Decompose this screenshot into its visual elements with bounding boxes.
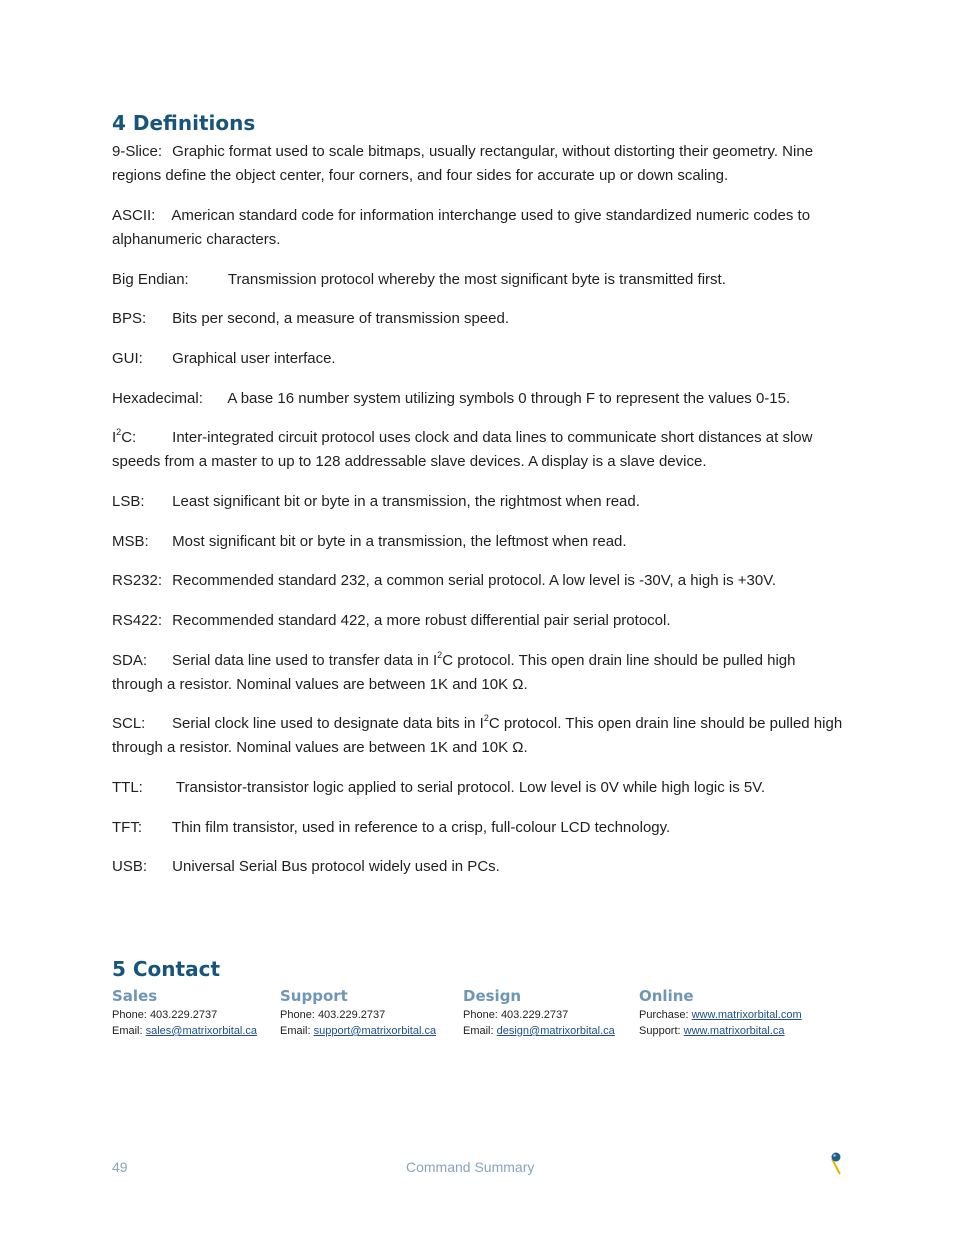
definition-text: Inter-integrated circuit protocol uses clock and data lines to communicate short distances at slow speeds from a master to up to 128 addressable slave devices. A display is a slave device. <box>112 429 813 470</box>
definition-text: Most significant bit or byte in a transmission, the leftmost when read. <box>172 533 627 550</box>
definition-lsb <box>112 490 847 514</box>
definition-text-part: C protocol. This open drain line should be pulled high through a resistor. Nominal values are between 1K and 10K Ω. <box>112 715 843 756</box>
purchase-label: Purchase: <box>639 1009 689 1021</box>
definition-term <box>112 426 168 450</box>
definition-usb <box>112 855 847 879</box>
definition-ttl <box>112 776 847 800</box>
definition-tft <box>112 816 847 840</box>
definition-text <box>112 715 842 756</box>
definition-text: Bits per second, a measure of transmission speed. <box>172 310 510 327</box>
definition-term: Big Endian: <box>112 271 189 288</box>
purchase-link[interactable]: www.matrixorbital.com <box>691 1009 802 1021</box>
support-label: Support: <box>639 1025 681 1037</box>
definition-text: Thin film transistor, used in reference to a crisp, full-colour LCD technology. <box>171 819 671 836</box>
definition-term: SCL: <box>112 715 146 732</box>
contact-design <box>463 985 615 1039</box>
contact-sales <box>112 985 257 1039</box>
definition-term: BPS: <box>112 310 147 327</box>
definition-hexadecimal <box>112 387 847 411</box>
definitions-heading: 4 Definitions <box>112 111 256 135</box>
contact-support <box>280 985 436 1039</box>
term-prefix: I <box>112 429 117 446</box>
definition-text: American standard code for information interchange used to give standardized numeric codes to alphanumeric characters. <box>112 207 811 248</box>
contact-sales-phone <box>112 1007 257 1023</box>
email-label: Email: <box>280 1025 311 1037</box>
definition-text-part: Serial clock line used to designate data bits in I <box>172 715 484 732</box>
phone-label: Phone: <box>280 1009 315 1021</box>
contact-online-support <box>639 1023 802 1039</box>
definition-text: Recommended standard 232, a common serial protocol. A low level is -30V, a high is +30V. <box>172 572 776 589</box>
contact-online <box>639 985 802 1039</box>
contact-online-purchase <box>639 1007 802 1023</box>
definition-text: Least significant bit or byte in a transmission, the rightmost when read. <box>172 493 640 510</box>
phone-value: 403.229.2737 <box>500 1009 569 1021</box>
definition-text: Graphic format used to scale bitmaps, usually rectangular, without distorting their geometry. Nine regions define the object center, four corners, and four sides for accurate up or down scaling. <box>112 143 814 184</box>
contact-support-phone <box>280 1007 436 1023</box>
definition-text: A base 16 number system utilizing symbols 0 through F to represent the values 0-15. <box>227 390 791 407</box>
definition-text: Transistor-transistor logic applied to serial protocol. Low level is 0V while high logic is 5V. <box>175 779 766 796</box>
definition-text: Universal Serial Bus protocol widely used in PCs. <box>172 858 500 875</box>
contact-online-title: Online <box>639 987 694 1005</box>
term-suffix: C: <box>121 429 137 446</box>
definition-term: TTL: <box>112 779 143 796</box>
matrix-orbital-logo-icon <box>827 1150 845 1176</box>
definition-big-endian <box>112 268 847 292</box>
contact-sales-email <box>112 1023 257 1039</box>
definition-superscript: 2 <box>483 713 489 723</box>
definition-gui <box>112 347 847 371</box>
definition-term: SDA: <box>112 652 148 669</box>
definition-text: Transmission protocol whereby the most significant byte is transmitted first. <box>227 271 726 288</box>
definition-term: Hexadecimal: <box>112 390 203 407</box>
phone-label: Phone: <box>463 1009 498 1021</box>
page-number: 49 <box>112 1159 128 1175</box>
contact-sales-title: Sales <box>112 987 158 1005</box>
definition-msb <box>112 530 847 554</box>
contact-support-title: Support <box>280 987 348 1005</box>
definition-text-part: C protocol. This open drain line should be pulled high through a resistor. Nominal values are between 1K and 10K Ω. <box>112 652 796 693</box>
contact-design-email <box>463 1023 615 1039</box>
definition-text-part: Serial data line used to transfer data in I <box>172 652 438 669</box>
definition-sda <box>112 649 847 697</box>
definition-scl <box>112 712 847 760</box>
definition-term: RS232: <box>112 572 163 589</box>
contact-design-phone <box>463 1007 615 1023</box>
definition-term: GUI: <box>112 350 143 367</box>
definition-rs232 <box>112 569 847 593</box>
term-superscript: 2 <box>116 427 122 437</box>
email-label: Email: <box>112 1025 143 1037</box>
definition-9-slice <box>112 140 847 188</box>
design-email-link[interactable]: design@matrixorbital.ca <box>496 1025 615 1037</box>
definition-text <box>112 652 795 693</box>
definition-term: ASCII: <box>112 207 156 224</box>
definition-term: RS422: <box>112 612 163 629</box>
phone-label: Phone: <box>112 1009 147 1021</box>
contact-support-email <box>280 1023 436 1039</box>
contact-design-title: Design <box>463 987 522 1005</box>
definition-term: TFT: <box>112 819 142 836</box>
definition-bps <box>112 307 847 331</box>
definition-term: MSB: <box>112 533 149 550</box>
definition-i2c <box>112 426 847 474</box>
definition-term: USB: <box>112 858 148 875</box>
support-site-link[interactable]: www.matrixorbital.ca <box>683 1025 785 1037</box>
phone-value: 403.229.2737 <box>317 1009 386 1021</box>
definition-ascii <box>112 204 847 252</box>
definition-term: LSB: <box>112 493 145 510</box>
email-label: Email: <box>463 1025 494 1037</box>
definition-rs422 <box>112 609 847 633</box>
definition-superscript: 2 <box>437 650 443 660</box>
sales-email-link[interactable]: sales@matrixorbital.ca <box>145 1025 258 1037</box>
definition-term: 9-Slice: <box>112 143 163 160</box>
support-email-link[interactable]: support@matrixorbital.ca <box>313 1025 437 1037</box>
definition-text: Recommended standard 422, a more robust differential pair serial protocol. <box>172 612 671 629</box>
definition-text: Graphical user interface. <box>172 350 336 367</box>
footer-title: Command Summary <box>406 1159 535 1175</box>
contact-heading: 5 Contact <box>112 957 221 981</box>
phone-value: 403.229.2737 <box>149 1009 218 1021</box>
